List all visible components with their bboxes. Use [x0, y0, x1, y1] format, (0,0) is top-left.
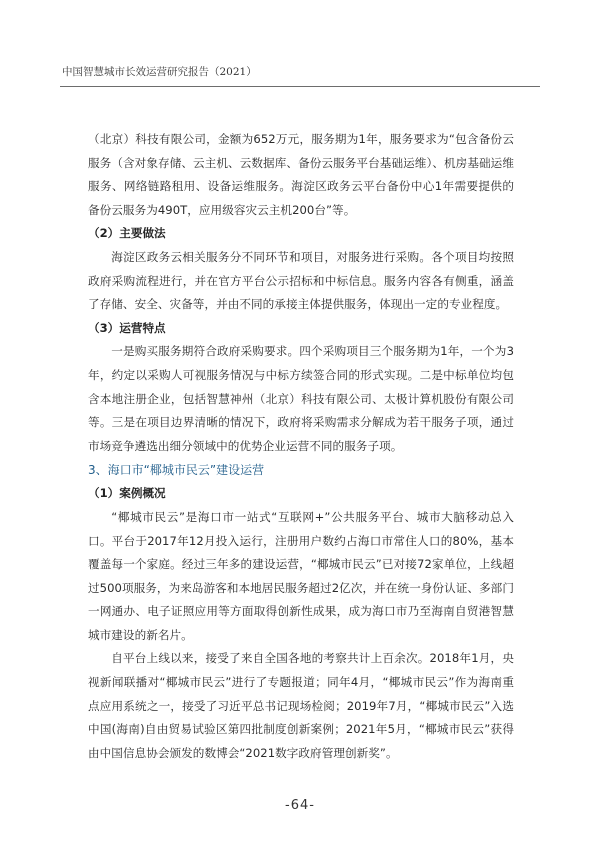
paragraph-recognition: 自平台上线以来，接受了来自全国各地的考察共计上百余次。2018年1月，央视新闻联播对“椰城市民云”进行了专题报道；同年4月，“椰城市民云”作为海南重点应用系统之一，接受了习近平总书记现场检阅；2019年7月，“椰城市民云”入选中国(海南)自由贸易试验区第四批制度创新案例；2021年5月，“椰城市民云”获得由中国信息协会颁发的数博会“2021数字政府管理创新奖”。: [88, 651, 514, 760]
section-title-haikou: 3、海口市“椰城市民云”建设运营: [88, 463, 265, 478]
page-body: [88, 128, 514, 765]
paragraph-case-overview: “椰城市民云”是海口市一站式“互联网+”公共服务平台、城市大脑移动总入口。平台于2017年12月投入运行，注册用户数约占海口市常住人口的80%，基本覆盖每一个家庭。经过三年多的建设运营，“椰城市民云”已对接72家单位，上线超过500项服务，为来岛游客和本地居民服务超过2亿次，并在统一身份认证、多部门一网通办、电子证照应用等方面取得创新性成果，成为海口市乃至海南自贸港智慧城市建设的新名片。: [88, 509, 514, 642]
subheading-main-practices: （2）主要做法: [88, 226, 166, 241]
subheading-case-overview: （1）案例概况: [88, 486, 166, 501]
header-divider: [60, 86, 540, 87]
paragraph-continued: （北京）科技有限公司，金额为652万元，服务期为1年，服务要求为“包含备份云服务（含对象存储、云主机、云数据库、备份云服务平台基础运维）、机房基础运维服务、网络链路租用、设备运维服务。海淀区政务云平台备份中心1年需要提供的备份云服务为490T，应用级容灾云主机200台”等。: [88, 132, 514, 217]
page-number: -64-: [285, 798, 315, 813]
paragraph-operation-features: 一是购买服务期符合政府采购要求。四个采购项目三个服务期为1年，一个为3年，约定以采购人可视服务情况与中标方续签合同的形式实现。二是中标单位均包含本地注册企业，包括智慧神州（北京）科技有限公司、太极计算机股份有限公司等。三是在项目边界清晰的情况下，政府将采购需求分解成为若干服务子项，通过市场竞争遴选出细分领域中的优势企业运营不同的服务子项。: [88, 344, 514, 453]
subheading-operation-features: （3）运营特点: [88, 320, 166, 335]
running-header: 中国智慧城市长效运营研究报告（2021）: [62, 66, 257, 78]
paragraph-main-practices: 海淀区政务云相关服务分不同环节和项目，对服务进行采购。各个项目均按照政府采购流程进行，并在官方平台公示招标和中标信息。服务内容各有侧重，涵盖了存储、安全、灾备等，并由不同的承接主体提供服务，体现出一定的专业程度。: [88, 249, 514, 312]
